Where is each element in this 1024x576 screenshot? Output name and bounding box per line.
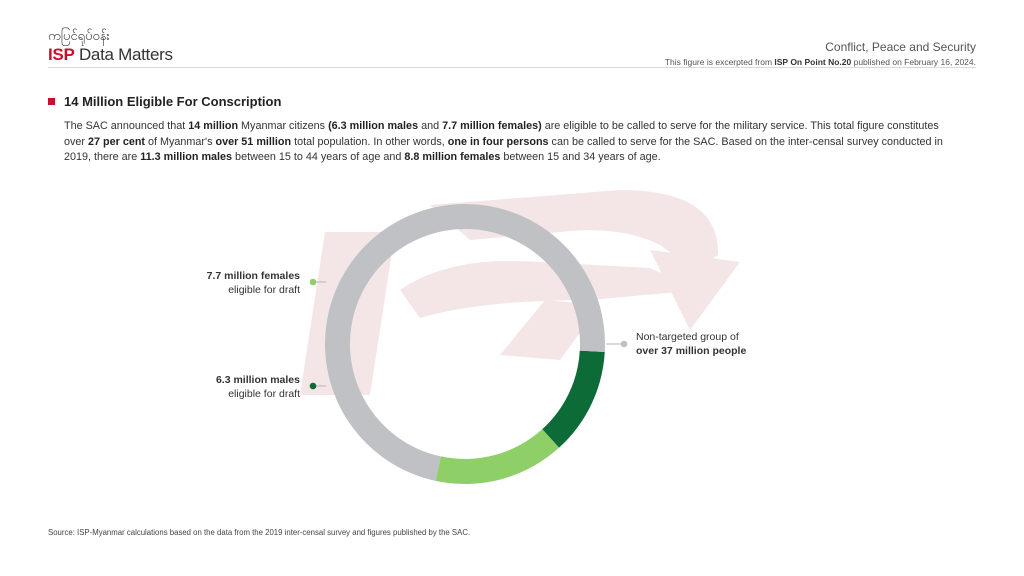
- source-note: This figure is excerpted from ISP On Point No.20 published on February 16, 2024.: [664, 57, 976, 67]
- other-label: Non-targeted group of over 37 million people: [636, 331, 747, 357]
- brand-name: Data Matters: [78, 45, 173, 64]
- section-title: 14 Million Eligible For Conscription: [64, 94, 282, 109]
- brand-isp: ISP: [48, 45, 75, 64]
- donut-slice-females: [436, 429, 559, 484]
- females-label: 7.7 million females eligible for draft: [206, 270, 300, 296]
- males-label: 6.3 million males eligible for draft: [215, 374, 300, 400]
- males-connector-dot: [310, 383, 317, 390]
- females-connector-dot: [310, 279, 317, 286]
- other-connector-dot: [621, 341, 628, 348]
- body-paragraph: The SAC announced that 14 million Myanmar citizens (6.3 million males and 7.7 million females) are eligible to be called to serve for the military service. This total figure constitutes over 27 per cent of Myanmar's over 51 million total population. In other words, one in four persons can be called to serve for the SAC. Based on the inter-censal survey conducted in 2019, there are 11.3 million males between 15 to 44 years of age and 8.8 million females between 15 and 34 years of age.: [64, 120, 943, 163]
- donut-slice-males: [542, 351, 604, 448]
- category-label: Conflict, Peace and Security: [825, 40, 976, 54]
- source-footnote: Source: ISP-Myanmar calculations based on the data from the 2019 inter-censal survey and figures published by the SAC.: [48, 528, 471, 537]
- brand-myanmar: ကပြင်ရုပ်ဝန်း: [48, 29, 110, 44]
